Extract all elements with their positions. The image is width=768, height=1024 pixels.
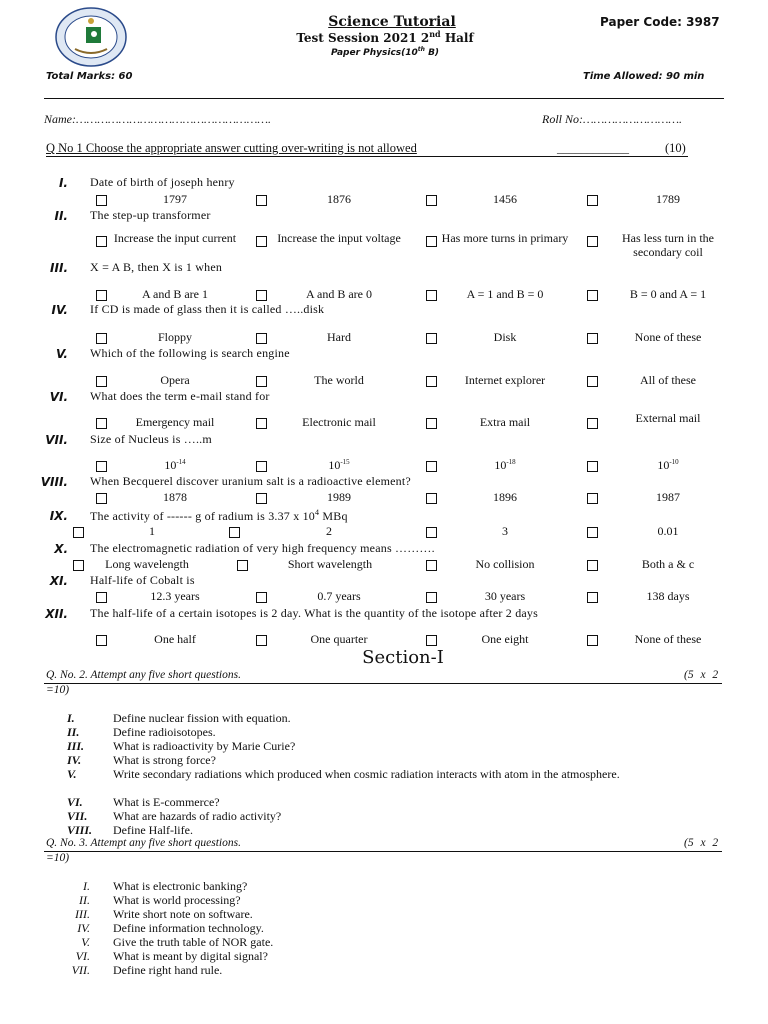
answer-option-text: Opera bbox=[160, 373, 190, 387]
answer-option-text: B = 0 and A = 1 bbox=[629, 287, 707, 301]
answer-option-text: Extra mail bbox=[479, 415, 531, 429]
short-question-number: III. bbox=[75, 907, 90, 921]
question-text bbox=[90, 389, 270, 404]
answer-option-text: 30 years bbox=[484, 589, 526, 603]
question-stem: What does the term e-mail stand for bbox=[90, 389, 270, 403]
answer-option-text: One half bbox=[154, 632, 196, 646]
total-marks: Total Marks: 60 bbox=[46, 71, 133, 82]
answer-option-text: Long wavelength bbox=[105, 557, 189, 571]
answer-option-text: Short wavelength bbox=[287, 557, 373, 571]
answer-option-text: No collision bbox=[475, 557, 535, 571]
short-question-text: What are hazards of radio activity? bbox=[113, 809, 282, 823]
answer-option-text: 10 bbox=[657, 458, 670, 472]
short-question-text: What is radioactivity by Marie Curie? bbox=[113, 739, 296, 753]
answer-option-text: The world bbox=[314, 373, 364, 387]
short-question-number: III. bbox=[67, 739, 85, 753]
short-question-number: V. bbox=[67, 767, 77, 781]
short-question-text: Write secondary radiations which produced when cosmic radiation interacts with atom in the atmosphere. bbox=[113, 767, 620, 781]
answer-option-text: One quarter bbox=[310, 632, 368, 646]
short-question-text: Define radioisotopes. bbox=[113, 725, 216, 739]
question-stem: Half-life of Cobalt is bbox=[90, 573, 195, 587]
question-number: VII. bbox=[45, 433, 68, 447]
q2-heading: Q. No. 2. Attempt any five short questions. bbox=[46, 669, 241, 681]
question-text bbox=[90, 346, 290, 361]
question-text bbox=[90, 302, 324, 317]
answer-option[interactable] bbox=[264, 458, 414, 473]
answer-option[interactable] bbox=[430, 458, 580, 473]
answer-option-text: None of these bbox=[634, 330, 702, 344]
answer-option-exponent: -10 bbox=[669, 458, 679, 466]
short-question-number: V. bbox=[81, 935, 90, 949]
short-question-number: II. bbox=[67, 725, 80, 739]
answer-option-text: 1989 bbox=[327, 490, 351, 504]
paper-text: Paper Physics(10th B) bbox=[330, 46, 440, 58]
short-question-text: Define right hand rule. bbox=[113, 963, 223, 977]
q1-marks: (10) bbox=[665, 141, 686, 155]
answer-option[interactable] bbox=[100, 330, 250, 345]
answer-option[interactable] bbox=[254, 524, 404, 539]
question-number: X. bbox=[54, 542, 68, 556]
question-unit: MBq bbox=[319, 509, 348, 523]
answer-option-text: 10 bbox=[494, 458, 507, 472]
answer-option-text: External mail bbox=[635, 411, 701, 425]
question-stem: Date of birth of joseph henry bbox=[90, 175, 235, 189]
answer-option-text: Hard bbox=[327, 330, 351, 344]
question-number: VI. bbox=[49, 390, 68, 404]
answer-option-text: 1789 bbox=[656, 192, 680, 206]
answer-option-text: 1 bbox=[149, 524, 155, 538]
q3-heading: Q. No. 3. Attempt any five short questions. bbox=[46, 837, 241, 849]
name-field: Name:………………………………………………. bbox=[44, 112, 272, 126]
answer-option[interactable] bbox=[593, 524, 743, 539]
short-question-number: IV. bbox=[67, 753, 82, 767]
answer-option[interactable] bbox=[100, 415, 250, 430]
short-question-number: VII. bbox=[67, 809, 88, 823]
answer-option[interactable] bbox=[430, 330, 580, 345]
answer-option-text: All of these bbox=[640, 373, 696, 387]
answer-option-text: 138 days bbox=[646, 589, 690, 603]
time-allowed: Time Allowed: 90 min bbox=[583, 71, 705, 82]
answer-option-text: Both a & c bbox=[641, 557, 695, 571]
q1-heading-text: Q No 1 Choose the appropriate answer cutting over-writing is not allowed bbox=[46, 141, 417, 155]
answer-option[interactable] bbox=[100, 458, 250, 473]
answer-checkbox[interactable] bbox=[426, 236, 437, 247]
answer-option-text: 12.3 years bbox=[150, 589, 200, 603]
answer-option[interactable] bbox=[255, 557, 405, 572]
question-number: III. bbox=[50, 261, 68, 275]
short-question-text: Define nuclear fission with equation. bbox=[113, 711, 291, 725]
answer-option-text: Disk bbox=[493, 330, 517, 344]
question-text bbox=[90, 508, 348, 524]
answer-option-text: Electronic mail bbox=[302, 415, 376, 429]
short-question-number: VIII. bbox=[67, 823, 93, 837]
paper-code: Paper Code: 3987 bbox=[600, 15, 720, 29]
answer-checkbox[interactable] bbox=[587, 236, 598, 247]
short-question-text: What is E-commerce? bbox=[113, 795, 220, 809]
short-question-text: What is world processing? bbox=[113, 893, 241, 907]
q1-blank: ____________ bbox=[557, 141, 629, 155]
answer-option-text: A = 1 and B = 0 bbox=[466, 287, 544, 301]
question-text bbox=[90, 175, 235, 190]
answer-checkbox[interactable] bbox=[96, 236, 107, 247]
answer-option[interactable] bbox=[264, 490, 414, 505]
question-number: VIII. bbox=[40, 475, 68, 489]
answer-option[interactable] bbox=[593, 490, 743, 505]
answer-option[interactable] bbox=[430, 557, 580, 572]
roll-field: Roll No:………………………. bbox=[542, 112, 683, 126]
short-question-number: IV. bbox=[77, 921, 90, 935]
question-text bbox=[90, 474, 411, 489]
answer-option-text: 0.7 years bbox=[317, 589, 361, 603]
q1-heading bbox=[46, 141, 417, 156]
question-number: V. bbox=[56, 347, 68, 361]
answer-option[interactable] bbox=[593, 632, 743, 647]
answer-option[interactable] bbox=[593, 330, 743, 345]
answer-option-text: One eight bbox=[481, 632, 529, 646]
question-text bbox=[90, 208, 211, 223]
question-stem: The activity of ------ g of radium is 3.37 x 10 bbox=[90, 509, 316, 523]
answer-option[interactable] bbox=[264, 287, 414, 302]
answer-option-text: 0.01 bbox=[657, 524, 679, 538]
question-stem: If CD is made of glass then it is called …..disk bbox=[90, 302, 325, 316]
short-question-text: What is meant by digital signal? bbox=[113, 949, 268, 963]
answer-option-text: 10 bbox=[164, 458, 177, 472]
answer-option-text: Has more turns in primary bbox=[441, 231, 569, 245]
session-text: Test Session 2021 2nd Half bbox=[296, 29, 474, 45]
q2-marks: (5 x 2 bbox=[684, 669, 719, 681]
answer-option-text: 1876 bbox=[327, 192, 351, 206]
short-question-text: Define information technology. bbox=[113, 921, 264, 935]
question-number: I. bbox=[58, 176, 68, 190]
question-number: IV. bbox=[51, 303, 68, 317]
question-stem: The step-up transformer bbox=[90, 208, 211, 222]
answer-option[interactable] bbox=[593, 373, 743, 388]
answer-option[interactable] bbox=[430, 589, 580, 604]
answer-option-text: A and B are 0 bbox=[306, 287, 372, 301]
answer-option-text: A and B are 1 bbox=[142, 287, 208, 301]
answer-option-exponent: -15 bbox=[340, 458, 350, 466]
answer-option-text: None of these bbox=[634, 632, 702, 646]
session-line bbox=[0, 29, 768, 45]
answer-option-text: Increase the input voltage bbox=[277, 231, 401, 245]
answer-option[interactable] bbox=[430, 632, 580, 647]
answer-option-text: Emergency mail bbox=[135, 415, 215, 429]
answer-option[interactable] bbox=[100, 192, 250, 207]
question-number: IX. bbox=[49, 509, 68, 523]
answer-option[interactable] bbox=[110, 231, 240, 245]
answer-option[interactable] bbox=[100, 373, 250, 388]
question-stem: The electromagnetic radiation of very high frequency means ………. bbox=[90, 541, 435, 555]
answer-option-text: Internet explorer bbox=[464, 373, 546, 387]
answer-option-text: Has less turn in the secondary coil bbox=[622, 231, 714, 259]
q2-rule bbox=[44, 683, 722, 684]
answer-option-exponent: -18 bbox=[506, 458, 516, 466]
answer-option[interactable] bbox=[603, 231, 733, 259]
answer-option[interactable] bbox=[593, 557, 743, 572]
question-number: II. bbox=[54, 209, 68, 223]
header-divider bbox=[44, 98, 724, 99]
answer-option[interactable] bbox=[100, 490, 250, 505]
answer-option[interactable] bbox=[593, 411, 743, 426]
question-stem: Size of Nucleus is …..m bbox=[90, 432, 212, 446]
answer-option-text: 1896 bbox=[493, 490, 517, 504]
answer-option[interactable] bbox=[430, 524, 580, 539]
answer-option[interactable] bbox=[593, 589, 743, 604]
answer-option[interactable] bbox=[274, 231, 404, 245]
answer-checkbox[interactable] bbox=[256, 236, 267, 247]
answer-option-text: 10 bbox=[328, 458, 341, 472]
answer-checkbox[interactable] bbox=[229, 527, 240, 538]
question-exponent: 4 bbox=[315, 508, 320, 517]
short-question-number: VI. bbox=[75, 949, 90, 963]
short-question-text: Define Half-life. bbox=[113, 823, 193, 837]
question-number: XII. bbox=[45, 607, 68, 621]
short-question-number: I. bbox=[83, 879, 90, 893]
short-question-number: I. bbox=[67, 711, 75, 725]
answer-option[interactable] bbox=[430, 373, 580, 388]
answer-option[interactable] bbox=[440, 231, 570, 245]
answer-option-text: 2 bbox=[326, 524, 332, 538]
answer-option-text: 1456 bbox=[493, 192, 517, 206]
short-question-number: VI. bbox=[67, 795, 83, 809]
institution-name: Science Tutorial bbox=[328, 14, 456, 30]
answer-option[interactable] bbox=[430, 192, 580, 207]
answer-option[interactable] bbox=[593, 287, 743, 302]
short-question-number: II. bbox=[79, 893, 90, 907]
answer-option[interactable] bbox=[100, 632, 250, 647]
answer-option[interactable] bbox=[264, 330, 414, 345]
answer-option-text: 1878 bbox=[163, 490, 187, 504]
q3-rule bbox=[44, 851, 722, 852]
answer-option[interactable] bbox=[593, 458, 743, 473]
answer-option[interactable] bbox=[264, 192, 414, 207]
answer-checkbox[interactable] bbox=[237, 560, 248, 571]
answer-option[interactable] bbox=[264, 632, 414, 647]
answer-option-text: 1987 bbox=[656, 490, 680, 504]
short-question-text: Give the truth table of NOR gate. bbox=[113, 935, 274, 949]
question-text bbox=[90, 606, 538, 621]
answer-option[interactable] bbox=[430, 490, 580, 505]
answer-option-text: 3 bbox=[502, 524, 508, 538]
question-text bbox=[90, 260, 222, 275]
answer-option-text: Increase the input current bbox=[113, 231, 237, 245]
short-question-text: Write short note on software. bbox=[113, 907, 253, 921]
question-stem: Which of the following is search engine bbox=[90, 346, 290, 360]
answer-option[interactable] bbox=[430, 287, 580, 302]
answer-option-exponent: -14 bbox=[176, 458, 186, 466]
q2-marks-tail: =10) bbox=[46, 684, 70, 696]
question-stem: When Becquerel discover uranium salt is a radioactive element? bbox=[90, 474, 411, 488]
q3-marks: (5 x 2 bbox=[684, 837, 719, 849]
question-text bbox=[90, 432, 212, 447]
question-text bbox=[90, 573, 195, 588]
answer-option[interactable] bbox=[264, 415, 414, 430]
q3-marks-tail: =10) bbox=[46, 852, 70, 864]
answer-option-text: Floppy bbox=[157, 330, 192, 344]
q1-underline bbox=[46, 156, 688, 157]
short-question-number: VII. bbox=[71, 963, 90, 977]
question-stem: The half-life of a certain isotopes is 2 day. What is the quantity of the isotope after 2 days bbox=[90, 606, 539, 620]
paper-title bbox=[0, 46, 768, 58]
section-title: Section-I bbox=[362, 647, 444, 668]
answer-option[interactable] bbox=[100, 287, 250, 302]
answer-option[interactable] bbox=[72, 557, 222, 572]
answer-option[interactable] bbox=[593, 192, 743, 207]
answer-option-text: 1797 bbox=[163, 192, 187, 206]
answer-option[interactable] bbox=[264, 589, 414, 604]
answer-option[interactable] bbox=[100, 589, 250, 604]
short-question-text: What is strong force? bbox=[113, 753, 216, 767]
question-number: XI. bbox=[49, 574, 68, 588]
question-text bbox=[90, 541, 435, 556]
answer-option[interactable] bbox=[264, 373, 414, 388]
short-question-text: What is electronic banking? bbox=[113, 879, 248, 893]
question-stem: X = A B, then X is 1 when bbox=[90, 260, 223, 274]
answer-option[interactable] bbox=[77, 524, 227, 539]
answer-option[interactable] bbox=[430, 415, 580, 430]
